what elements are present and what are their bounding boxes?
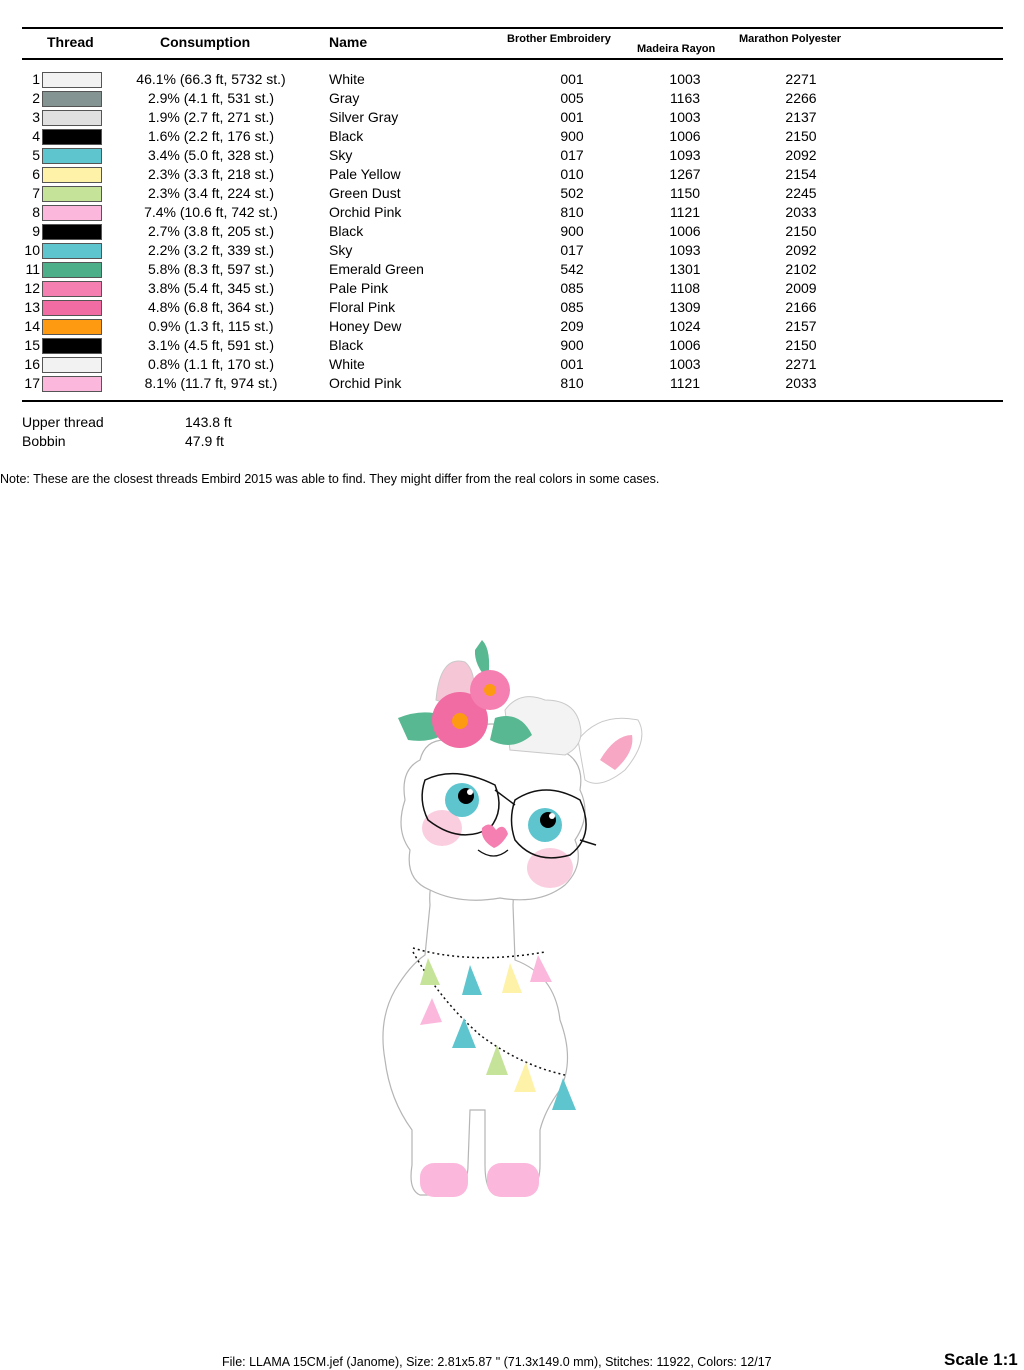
thread-consumption: 2.3% (3.3 ft, 218 st.)	[147, 166, 275, 182]
thread-number: 10	[24, 242, 40, 258]
marathon-code: 2137	[785, 109, 817, 125]
madeira-code: 1006	[669, 128, 701, 144]
thread-number: 4	[32, 128, 40, 144]
madeira-code: 1093	[669, 147, 701, 163]
scale-label: Scale 1:1	[944, 1350, 1018, 1369]
table-row	[0, 127, 1024, 146]
color-swatch	[42, 186, 102, 202]
brother-code: 900	[560, 337, 584, 353]
file-info-footer: File: LLAMA 15CM.jef (Janome), Size: 2.81x5.87 " (71.3x149.0 mm), Stitches: 11922, Colors: 12/17	[222, 1355, 772, 1369]
brother-code: 001	[560, 356, 584, 372]
thread-consumption: 46.1% (66.3 ft, 5732 st.)	[136, 71, 286, 87]
color-swatch	[42, 357, 102, 373]
brother-code: 005	[560, 90, 584, 106]
thread-consumption: 1.6% (2.2 ft, 176 st.)	[147, 128, 275, 144]
color-swatch	[42, 300, 102, 316]
thread-consumption: 2.2% (3.2 ft, 339 st.)	[147, 242, 275, 258]
thread-consumption: 0.8% (1.1 ft, 170 st.)	[147, 356, 275, 372]
table-row	[0, 184, 1024, 203]
bobbin-value: 47.9 ft	[185, 433, 224, 449]
madeira-code: 1301	[669, 261, 701, 277]
madeira-code: 1121	[669, 375, 701, 391]
color-swatch	[42, 262, 102, 278]
tassel-4	[530, 955, 552, 982]
color-swatch	[42, 129, 102, 145]
thread-number: 1	[32, 71, 40, 87]
table-row	[0, 165, 1024, 184]
thread-consumption: 2.7% (3.8 ft, 205 st.)	[147, 223, 275, 239]
thread-number: 13	[24, 299, 40, 315]
brother-code: 085	[560, 299, 584, 315]
color-swatch	[42, 110, 102, 126]
brother-code: 017	[560, 147, 584, 163]
color-swatch	[42, 281, 102, 297]
table-row	[0, 260, 1024, 279]
thread-number: 11	[25, 261, 40, 277]
table-row	[0, 355, 1024, 374]
madeira-code: 1121	[669, 204, 701, 220]
madeira-code: 1163	[669, 90, 701, 106]
brother-code: 900	[560, 128, 584, 144]
brother-code: 085	[560, 280, 584, 296]
marathon-code: 2271	[785, 71, 817, 87]
thread-name: Black	[329, 128, 364, 144]
color-swatch	[42, 148, 102, 164]
color-swatch	[42, 91, 102, 107]
color-swatch	[42, 167, 102, 183]
table-row	[0, 108, 1024, 127]
table-row	[0, 374, 1024, 393]
thread-number: 14	[24, 318, 40, 334]
thread-name: Orchid Pink	[329, 204, 402, 220]
thread-number: 9	[32, 223, 40, 239]
thread-name: Orchid Pink	[329, 375, 402, 391]
table-row	[0, 70, 1024, 89]
brother-code: 502	[560, 185, 584, 201]
brother-code: 001	[560, 71, 584, 87]
thread-number: 16	[24, 356, 40, 372]
table-header-rule	[22, 58, 1003, 60]
color-swatch	[42, 243, 102, 259]
madeira-code: 1093	[669, 242, 701, 258]
marathon-code: 2033	[785, 204, 817, 220]
marathon-code: 2092	[785, 242, 817, 258]
thread-note: Note: These are the closest threads Embird 2015 was able to find. They might differ from the real colors in some cases.	[0, 472, 660, 486]
thread-name: Gray	[329, 90, 360, 106]
marathon-code: 2166	[785, 299, 817, 315]
thread-consumption: 1.9% (2.7 ft, 271 st.)	[147, 109, 275, 125]
table-row	[0, 203, 1024, 222]
thread-consumption: 2.9% (4.1 ft, 531 st.)	[147, 90, 275, 106]
thread-consumption: 3.1% (4.5 ft, 591 st.)	[147, 337, 275, 353]
color-swatch	[42, 338, 102, 354]
thread-name: Silver Gray	[329, 109, 399, 125]
header-consumption: Consumption	[160, 34, 251, 50]
color-swatch	[42, 376, 102, 392]
table-row	[0, 222, 1024, 241]
marathon-code: 2154	[785, 166, 817, 182]
marathon-code: 2150	[785, 128, 817, 144]
flower-large-center	[452, 713, 468, 729]
upper-thread-value: 143.8 ft	[185, 414, 232, 430]
llama-body	[383, 863, 568, 1196]
thread-name: Emerald Green	[329, 261, 424, 277]
thread-number: 17	[24, 375, 40, 391]
upper-thread-label: Upper thread	[22, 414, 104, 430]
eye-left-glint	[467, 789, 473, 795]
thread-consumption: 0.9% (1.3 ft, 115 st.)	[148, 318, 274, 334]
color-swatch	[42, 72, 102, 88]
thread-name: Black	[329, 337, 364, 353]
marathon-code: 2092	[785, 147, 817, 163]
thread-name: Pale Yellow	[329, 166, 401, 182]
bobbin-label: Bobbin	[22, 433, 66, 449]
brother-code: 017	[560, 242, 584, 258]
flower-small-center	[484, 684, 496, 696]
brother-code: 810	[560, 375, 584, 391]
brother-code: 542	[560, 261, 584, 277]
brother-code: 010	[560, 166, 584, 182]
thread-consumption: 3.8% (5.4 ft, 345 st.)	[147, 280, 275, 296]
table-bottom-rule	[22, 400, 1003, 402]
madeira-code: 1267	[669, 166, 701, 182]
madeira-code: 1003	[669, 71, 701, 87]
table-row	[0, 279, 1024, 298]
thread-number: 7	[32, 185, 40, 201]
marathon-code: 2033	[785, 375, 817, 391]
madeira-code: 1006	[669, 337, 701, 353]
marathon-code: 2150	[785, 337, 817, 353]
header-marathon: Marathon Polyester	[739, 33, 842, 45]
thread-name: Pale Pink	[329, 280, 389, 296]
thread-name: Sky	[329, 242, 353, 258]
thread-consumption: 7.4% (10.6 ft, 742 st.)	[144, 204, 278, 220]
hoof-left	[420, 1163, 468, 1197]
marathon-code: 2245	[785, 185, 817, 201]
madeira-code: 1003	[669, 356, 701, 372]
color-swatch	[42, 319, 102, 335]
marathon-code: 2157	[785, 318, 817, 334]
marathon-code: 2102	[785, 261, 817, 277]
color-swatch	[42, 224, 102, 240]
thread-number: 15	[24, 337, 40, 353]
table-row	[0, 317, 1024, 336]
thread-number: 6	[32, 166, 40, 182]
thread-name: Black	[329, 223, 364, 239]
thread-number: 12	[24, 280, 40, 296]
marathon-code: 2271	[785, 356, 817, 372]
thread-number: 5	[32, 147, 40, 163]
table-row	[0, 336, 1024, 355]
header-madeira: Madeira Rayon	[637, 43, 716, 55]
table-row	[0, 298, 1024, 317]
brother-code: 900	[560, 223, 584, 239]
brother-code: 209	[560, 318, 584, 334]
madeira-code: 1006	[669, 223, 701, 239]
marathon-code: 2266	[785, 90, 817, 106]
design-preview-llama	[360, 620, 660, 1210]
thread-consumption: 8.1% (11.7 ft, 974 st.)	[144, 375, 278, 391]
madeira-code: 1108	[669, 280, 701, 296]
table-row	[0, 89, 1024, 108]
header-brother: Brother Embroidery	[507, 33, 611, 45]
thread-consumption: 5.8% (8.3 ft, 597 st.)	[147, 261, 275, 277]
thread-number: 3	[32, 109, 40, 125]
header-name: Name	[329, 34, 368, 50]
thread-name: White	[329, 71, 365, 87]
madeira-code: 1024	[669, 318, 701, 334]
hoof-right	[487, 1163, 539, 1197]
marathon-code: 2009	[785, 280, 817, 296]
madeira-code: 1003	[669, 109, 701, 125]
thread-consumption: 3.4% (5.0 ft, 328 st.)	[147, 147, 275, 163]
madeira-code: 1309	[669, 299, 701, 315]
header-thread: Thread	[47, 34, 94, 50]
thread-name: Green Dust	[329, 185, 401, 201]
thread-number: 8	[32, 204, 40, 220]
thread-consumption: 2.3% (3.4 ft, 224 st.)	[147, 185, 275, 201]
thread-name: Sky	[329, 147, 353, 163]
thread-name: White	[329, 356, 365, 372]
brother-code: 001	[560, 109, 584, 125]
thread-name: Honey Dew	[329, 318, 402, 334]
brother-code: 810	[560, 204, 584, 220]
table-top-rule	[22, 27, 1003, 29]
marathon-code: 2150	[785, 223, 817, 239]
thread-consumption: 4.8% (6.8 ft, 364 st.)	[147, 299, 275, 315]
color-swatch	[42, 205, 102, 221]
glasses-arm	[580, 840, 596, 845]
thread-number: 2	[32, 90, 40, 106]
thread-name: Floral Pink	[329, 299, 396, 315]
madeira-code: 1150	[669, 185, 701, 201]
table-row	[0, 146, 1024, 165]
table-row	[0, 241, 1024, 260]
eye-right-glint	[549, 813, 555, 819]
